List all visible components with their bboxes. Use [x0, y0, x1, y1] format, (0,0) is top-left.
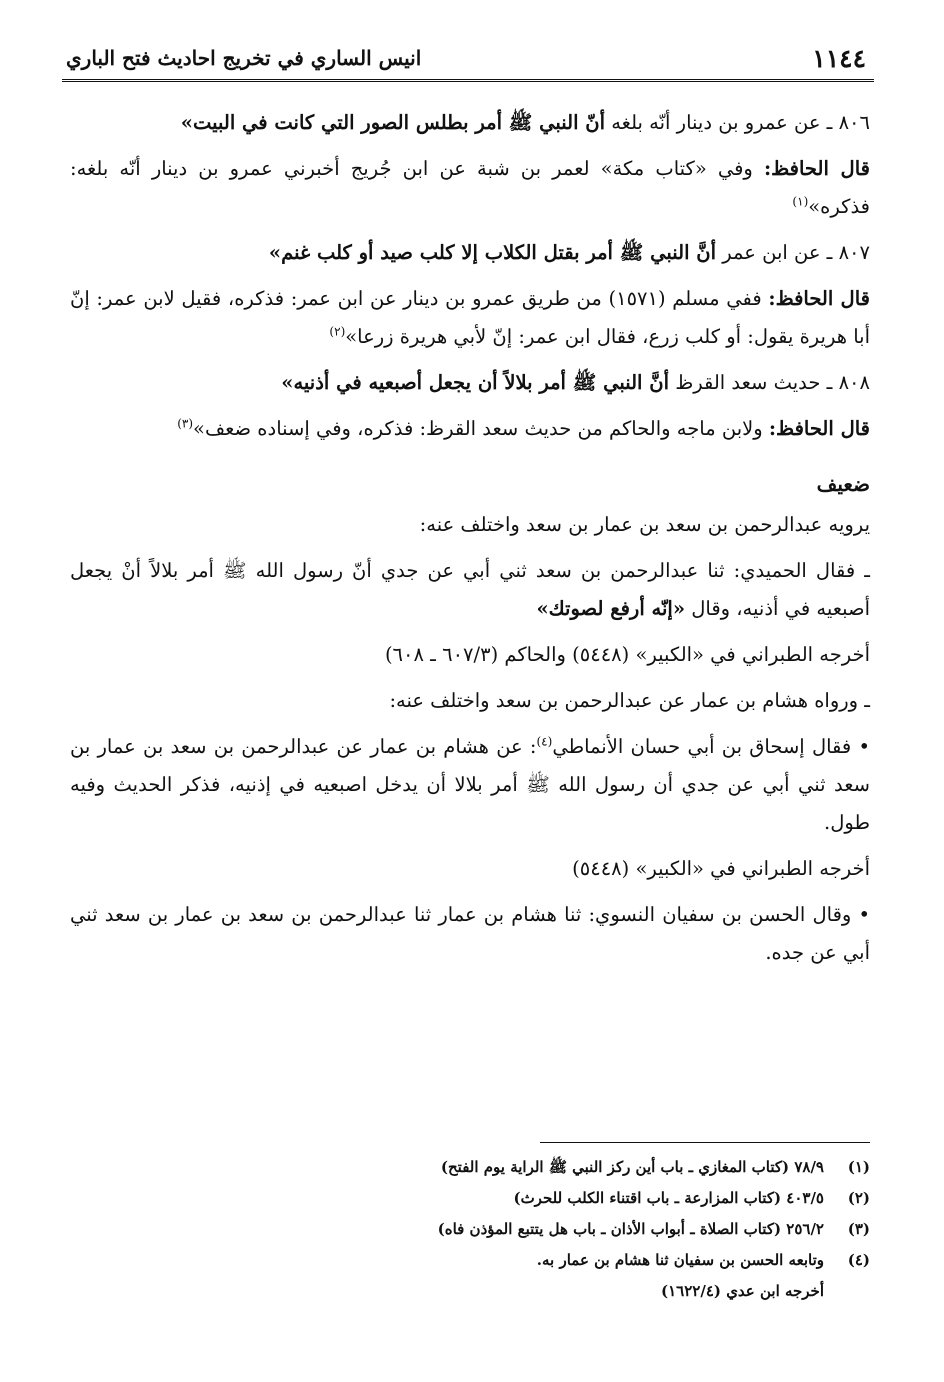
main-text [70, 104, 870, 980]
footnote-text: وتابعه الحسن بن سفيان ثنا هشام بن عمار به. [536, 1251, 824, 1269]
entry-807-hafiz [70, 280, 870, 356]
commentary-p3: أخرجه الطبراني في «الكبير» (٥٤٤٨) والحاكم (٦٠٧/٣ ـ ٦٠٨) [384, 643, 870, 666]
commentary-p5-rest: : عن هشام بن عمار عن عبدالرحمن بن سعد بن عمار بن سعد ثني أبي عن جدي أن رسول الله ﷺ أمر بلالا أن يدخل اصبعيه في إذنيه، فذكر الحديث وفيه طول. [70, 735, 870, 834]
commentary-p5-lead: • فقال إسحاق بن أبي حسان الأنماطي [552, 735, 870, 758]
commentary-p6: أخرجه الطبراني في «الكبير» (٥٤٤٨) [572, 857, 870, 880]
footnote-ref-3[interactable]: (٣) [177, 416, 194, 431]
grading-heading: ضعيف [816, 472, 870, 496]
entry-808-lead: ٨٠٨ ـ حديث سعد القرظ [669, 371, 870, 394]
footnote-number: (٣) [847, 1220, 870, 1238]
footnote-2 [70, 1183, 870, 1214]
entry-807 [70, 234, 870, 272]
hafiz-label: قال الحافظ: [768, 287, 870, 310]
hafiz-text: وفي «كتاب مكة» لعمر بن شبة عن ابن جُريج أخبرني عمرو بن دينار أنّه بلغه: فذكره» [70, 157, 870, 218]
footnote-ref-4[interactable]: (٤) [536, 734, 553, 749]
header-rule [62, 79, 874, 82]
commentary-p5 [70, 728, 870, 842]
footnote-text: ٢٥٦/٢ (كتاب الصلاة ـ أبواب الأذان ـ باب هل يتتبع المؤذن فاه) [437, 1220, 824, 1238]
footnote-4 [70, 1245, 870, 1276]
page-header [62, 38, 874, 82]
hafiz-text: ولابن ماجه والحاكم من حديث سعد القرظ: فذكره، وفي إسناده ضعف» [193, 417, 769, 440]
commentary-p2-text: ـ فقال الحميدي: ثنا عبدالرحمن بن سعد ثني أبي عن جدي أنّ رسول الله ﷺ أمر بلالاً أنْ يجعل أصبعيه في أذنيه، وقال [70, 559, 870, 620]
commentary-p4: ـ ورواه هشام بن عمار عن عبدالرحمن بن سعد واختلف عنه: [389, 689, 870, 712]
commentary-p2-quote: «إنّه أرفع لصوتك» [536, 597, 686, 620]
hafiz-label: قال الحافظ: [768, 417, 870, 440]
entry-808-hafiz [70, 410, 870, 448]
commentary-p2 [70, 552, 870, 628]
footnote-ref-1[interactable]: (١) [792, 194, 809, 209]
entry-808-hadith: أنَّ النبي ﷺ أمر بلالاً أن يجعل أصبعيه في أذنيه» [281, 371, 669, 394]
footnote-ref-2[interactable]: (٢) [329, 324, 346, 339]
footnote-text: ٧٨/٩ (كتاب المغازي ـ باب أين ركز النبي ﷺ الراية يوم الفتح) [440, 1158, 824, 1176]
page-number: ١١٤٤ [812, 44, 866, 73]
commentary-p1: يرويه عبدالرحمن بن سعد بن عمار بن سعد واختلف عنه: [419, 513, 870, 536]
footnote-4-continuation: أخرجه ابن عدي (١٦٢٢/٤) [661, 1282, 824, 1300]
entry-806-hafiz [70, 150, 870, 226]
footnote-number: (٤) [847, 1251, 870, 1269]
entry-807-lead: ٨٠٧ ـ عن ابن عمر [716, 241, 870, 264]
footnote-number: (٢) [847, 1189, 870, 1207]
footnote-rule [540, 1142, 870, 1143]
entry-806-lead: ٨٠٦ ـ عن عمرو بن دينار أنّه بلغه [605, 111, 870, 134]
entry-808 [70, 364, 870, 402]
entry-806-hadith: أنّ النبي ﷺ أمر بطلس الصور التي كانت في البيت» [180, 111, 606, 134]
footnotes [70, 1152, 870, 1307]
hafiz-text: ففي مسلم (١٥٧١) من طريق عمرو بن دينار عن ابن عمر: فذكره، فقيل لابن عمر: إنّ أبا هريرة يقول: أو كلب زرع، فقال ابن عمر: إنّ لأبي هريرة زرعا» [70, 287, 870, 348]
footnote-number: (١) [847, 1158, 870, 1176]
running-title: انيس الساري في تخريج احاديث فتح الباري [66, 46, 422, 70]
footnote-3 [70, 1214, 870, 1245]
entry-807-hadith: أنَّ النبي ﷺ أمر بقتل الكلاب إلا كلب صيد أو كلب غنم» [268, 241, 717, 264]
entry-806 [70, 104, 870, 142]
hafiz-label: قال الحافظ: [763, 157, 870, 180]
footnote-text: ٤٠٣/٥ (كتاب المزارعة ـ باب اقتناء الكلب للحرث) [513, 1189, 824, 1207]
commentary-p7: • وقال الحسن بن سفيان النسوي: ثنا هشام بن عمار ثنا عبدالرحمن بن سعد بن عمار بن سعد ثني أبي عن جده. [70, 903, 870, 964]
footnote-1 [70, 1152, 870, 1183]
